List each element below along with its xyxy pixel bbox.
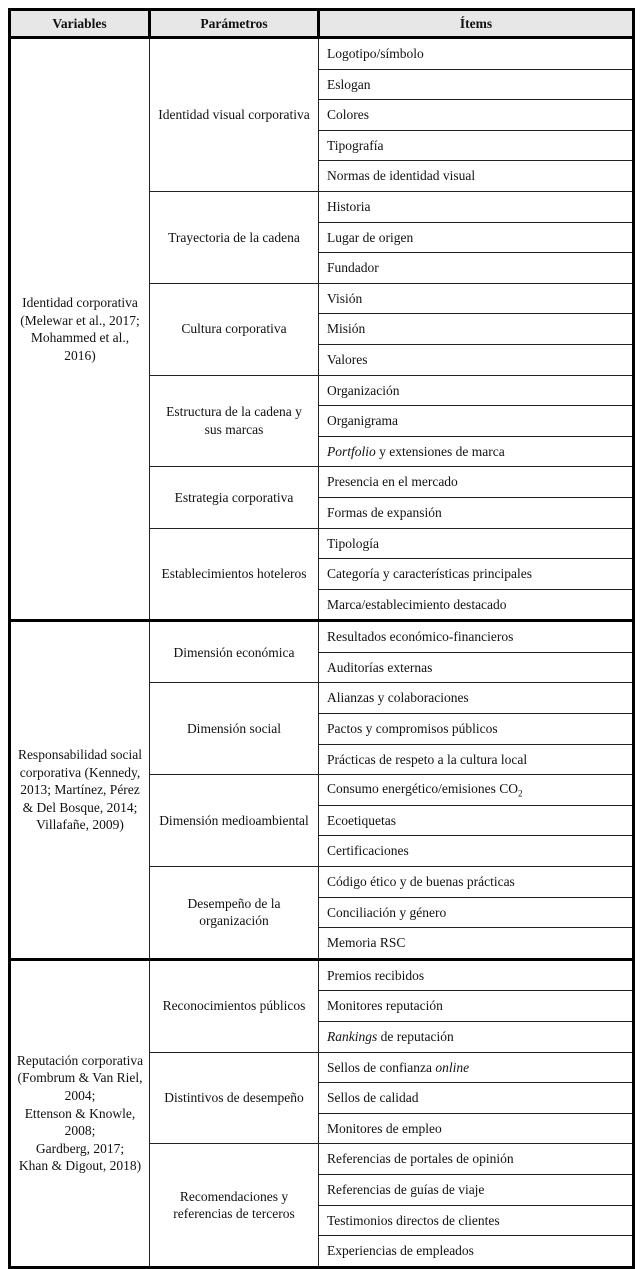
- table-body: [10, 38, 634, 1268]
- item-cell: Tipología: [319, 528, 634, 559]
- item-cell: Misión: [319, 314, 634, 345]
- parameter-cell: Establecimientos hoteleros: [150, 528, 319, 621]
- parameter-cell: Reconocimientos públicos: [150, 959, 319, 1052]
- item-cell: Monitores de empleo: [319, 1113, 634, 1144]
- item-cell: Alianzas y colaboraciones: [319, 683, 634, 714]
- header-row: [10, 10, 634, 38]
- item-cell: Fundador: [319, 253, 634, 284]
- parameter-cell: Trayectoria de la cadena: [150, 191, 319, 283]
- table-row: [10, 959, 634, 991]
- item-cell: Consumo energético/emisiones $CO_2$: [319, 775, 634, 806]
- item-cell: Eslogan: [319, 69, 634, 100]
- item-cell: Resultados económico-financieros: [319, 621, 634, 653]
- item-cell: Visión: [319, 283, 634, 314]
- item-cell: Pactos y compromisos públicos: [319, 714, 634, 745]
- parameter-cell: Distintivos de desempeño: [150, 1052, 319, 1144]
- item-cell: Ecoetiquetas: [319, 805, 634, 836]
- item-cell: Sellos de confianza online: [319, 1052, 634, 1083]
- parameter-cell: Estrategia corporativa: [150, 467, 319, 528]
- item-cell: Formas de expansión: [319, 497, 634, 528]
- item-cell: Código ético y de buenas prácticas: [319, 867, 634, 898]
- parameter-cell: Estructura de la cadena y sus marcas: [150, 375, 319, 467]
- table-header: [10, 10, 634, 38]
- parameter-cell: Identidad visual corporativa: [150, 38, 319, 192]
- item-cell: Prácticas de respeto a la cultura local: [319, 744, 634, 775]
- item-cell: Portfolio y extensiones de marca: [319, 436, 634, 467]
- variable-cell: Identidad corporativa (Melewar et al., 2017; Mohammed et al., 2016): [10, 38, 150, 621]
- item-cell: Referencias de guías de viaje: [319, 1174, 634, 1205]
- item-cell: Presencia en el mercado: [319, 467, 634, 498]
- item-cell: Organización: [319, 375, 634, 406]
- item-cell: Lugar de origen: [319, 222, 634, 253]
- variable-cell: Reputación corporativa (Fombrum & Van Riel, 2004; Ettenson & Knowle, 2008; Gardberg, 2017; Khan & Digout, 2018): [10, 959, 150, 1267]
- parameter-cell: Cultura corporativa: [150, 283, 319, 375]
- item-cell: Testimonios directos de clientes: [319, 1205, 634, 1236]
- table-row: [10, 38, 634, 70]
- parameter-cell: Dimensión social: [150, 683, 319, 775]
- parameter-cell: Recomendaciones y referencias de terceros: [150, 1144, 319, 1267]
- item-cell: Premios recibidos: [319, 959, 634, 991]
- parameter-cell: Dimensión medioambiental: [150, 775, 319, 867]
- table-row: [10, 621, 634, 653]
- item-cell: Normas de identidad visual: [319, 161, 634, 192]
- col-header-items: Ítems: [319, 10, 634, 38]
- item-cell: Monitores reputación: [319, 991, 634, 1022]
- item-cell: Historia: [319, 191, 634, 222]
- col-header-variables: Variables: [10, 10, 150, 38]
- variables-parameters-items-table: [8, 8, 635, 1269]
- item-cell: Organigrama: [319, 406, 634, 437]
- item-cell: Sellos de calidad: [319, 1083, 634, 1114]
- item-cell: Experiencias de empleados: [319, 1236, 634, 1268]
- item-cell: Categoría y características principales: [319, 559, 634, 590]
- variable-cell: Responsabilidad social corporativa (Kennedy, 2013; Martínez, Pérez & Del Bosque, 2014; Villafañe, 2009): [10, 621, 150, 960]
- item-cell: Certificaciones: [319, 836, 634, 867]
- item-cell: Memoria RSC: [319, 928, 634, 960]
- item-cell: Tipografía: [319, 130, 634, 161]
- item-cell: Marca/establecimiento destacado: [319, 589, 634, 621]
- col-header-parametros: Parámetros: [150, 10, 319, 38]
- item-cell: Conciliación y género: [319, 897, 634, 928]
- item-cell: Rankings de reputación: [319, 1022, 634, 1053]
- item-cell: Logotipo/símbolo: [319, 38, 634, 70]
- item-cell: Referencias de portales de opinión: [319, 1144, 634, 1175]
- parameter-cell: Desempeño de la organización: [150, 867, 319, 960]
- item-cell: Auditorías externas: [319, 652, 634, 683]
- item-cell: Colores: [319, 100, 634, 131]
- item-cell: Valores: [319, 344, 634, 375]
- parameter-cell: Dimensión económica: [150, 621, 319, 683]
